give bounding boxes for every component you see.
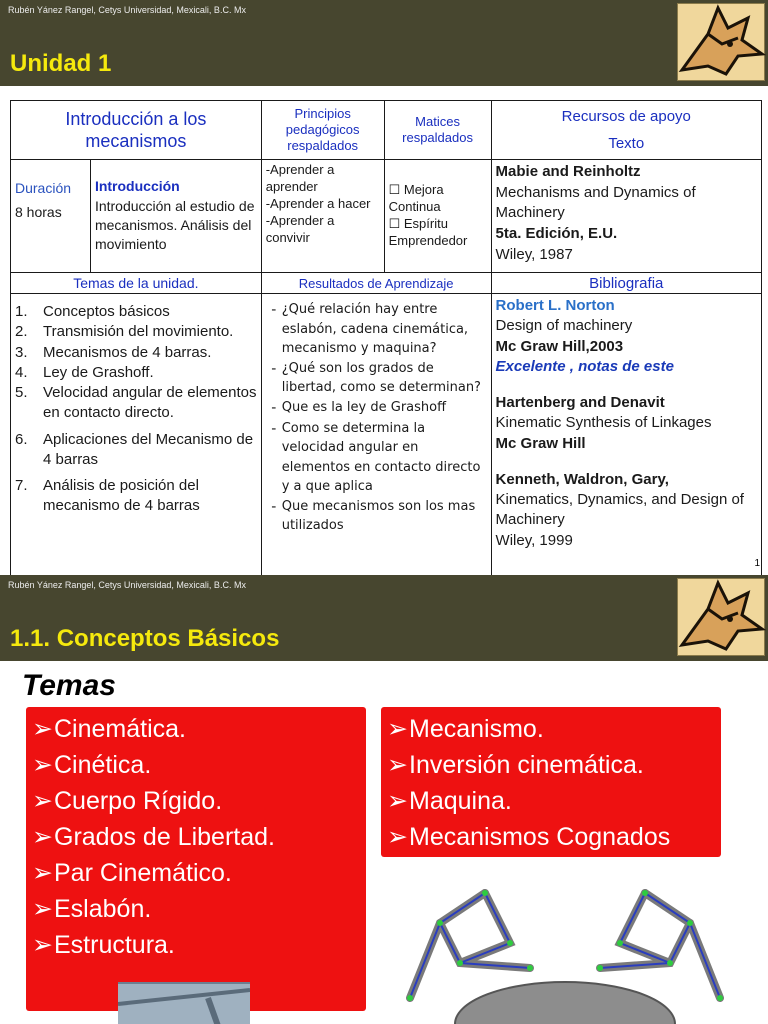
- matiz-item: ☐ Mejora Continua: [388, 182, 444, 214]
- topics-box-left: [26, 707, 366, 1011]
- temas-subheader: Temas de la unidad.: [11, 273, 262, 294]
- temas-list: [15, 302, 257, 517]
- fox-logo-icon: [677, 3, 765, 81]
- author-credit: Rubén Yánez Rangel, Cetys Universidad, Mexicali, B.C. Mx: [8, 5, 246, 15]
- topic-item: ➢Estructura.: [32, 931, 175, 959]
- list-item: - Como se determina la velocidad angular en elementos en contacto directo y a que aplica: [271, 420, 481, 494]
- bibliografia-subheader: Bibliografia: [491, 273, 761, 294]
- topic-item: ➢Maquina.: [387, 787, 512, 815]
- list-item: 5. Velocidad angular de elementos en contacto directo.: [15, 384, 257, 422]
- texto-publisher: Wiley, 1987: [495, 245, 573, 263]
- bib-1-publisher: Mc Graw Hill,2003: [495, 337, 624, 355]
- principio-item: -Aprender a aprender: [265, 162, 335, 194]
- topics-box-right: [381, 707, 721, 857]
- intro-header: Introducción a los mecanismos: [11, 101, 262, 160]
- bib-1-note: Excelente , notas de este: [495, 357, 674, 375]
- syllabus-table: [10, 100, 762, 577]
- topic-item: ➢Par Cinemático.: [32, 859, 232, 887]
- fox-logo-icon: [677, 578, 765, 656]
- topic-item: ➢Inversión cinemática.: [387, 751, 644, 779]
- texto-book: Mechanisms and Dynamics of Machinery: [495, 183, 696, 222]
- principio-item: -Aprender a hacer: [265, 195, 371, 211]
- topic-item: ➢Cinemática.: [32, 715, 186, 743]
- resultados-list: [266, 300, 487, 536]
- slide-2: [0, 661, 768, 1024]
- principio-item: -Aprender a convivir: [265, 212, 335, 245]
- walking-mechanism-image: [400, 883, 730, 1024]
- bib-1-author: Robert L. Norton: [495, 297, 615, 314]
- intro-body: Introducción al estudio de mecanismos. Análisis del movimiento: [94, 198, 255, 252]
- structure-image: [118, 982, 250, 1024]
- principios-header: Principios pedagógicos respaldados: [261, 101, 384, 160]
- list-item: 4. Ley de Grashoff.: [15, 363, 154, 381]
- intro-cell: [90, 160, 261, 273]
- topic-item: ➢Grados de Libertad.: [32, 823, 275, 851]
- temas-heading: Temas: [22, 669, 116, 702]
- list-item: - Que es la ley de Grashoff: [271, 399, 447, 416]
- author-credit: Rubén Yánez Rangel, Cetys Universidad, Mexicali, B.C. Mx: [8, 580, 246, 590]
- duration-value: 8 horas: [15, 204, 62, 220]
- topic-item: ➢Cinética.: [32, 751, 152, 779]
- list-item: - ¿Qué relación hay entre eslabón, cadena cinemática, mecanismo y maquina?: [271, 302, 469, 356]
- duration-cell: [11, 160, 91, 273]
- bibliografia-cell: [491, 294, 761, 577]
- matices-header: Matices respaldados: [384, 101, 491, 160]
- texto-cell: [491, 160, 761, 273]
- recursos-header: [491, 101, 761, 160]
- list-item: - Que mecanismos son los mas utilizados: [271, 498, 476, 533]
- list-item: 3. Mecanismos de 4 barras.: [15, 343, 212, 361]
- bib-1-title: Design of machinery: [495, 317, 633, 335]
- temas-cell: [11, 294, 262, 577]
- topic-item: ➢Mecanismo.: [387, 715, 544, 743]
- intro-heading: Introducción: [94, 178, 180, 194]
- bib-2-publisher: Mc Graw Hill: [495, 434, 586, 452]
- topic-item: ➢Cuerpo Rígido.: [32, 787, 223, 815]
- texto-edition: 5ta. Edición, E.U.: [495, 225, 618, 243]
- bib-3-publisher: Wiley, 1999: [495, 531, 573, 549]
- topic-item: ➢Eslabón.: [32, 895, 152, 923]
- unit-title: Unidad 1: [10, 50, 112, 77]
- resultados-cell: [261, 294, 491, 577]
- section-title: 1.1. Conceptos Básicos: [10, 625, 280, 652]
- list-item: 2. Transmisión del movimiento.: [15, 323, 234, 341]
- bib-3-author: Kenneth, Waldron, Gary,: [495, 470, 669, 488]
- recursos-line-2: Texto: [608, 135, 645, 152]
- slide-number: 1: [754, 558, 760, 569]
- list-item: 6. Aplicaciones del Mecanismo de 4 barras: [15, 430, 254, 468]
- principios-cell: [261, 160, 384, 273]
- list-item: 7. Análisis de posición del mecanismo de 4 barras: [15, 477, 200, 515]
- topic-item: ➢Mecanismos Cognados: [387, 823, 671, 851]
- bib-2-title: Kinematic Synthesis of Linkages: [495, 414, 712, 432]
- slide-2-header: [0, 575, 768, 661]
- list-item: 1. Conceptos básicos: [15, 303, 170, 320]
- bib-3-title: Kinematics, Dynamics, and Design of Machinery: [495, 491, 744, 529]
- bib-2-author: Hartenberg and Denavit: [495, 394, 665, 411]
- slide-1-header: [0, 0, 768, 86]
- resultados-subheader: Resultados de Aprendizaje: [261, 273, 491, 294]
- texto-authors: Mabie and Reinholtz: [495, 163, 641, 180]
- list-item: - ¿Qué son los grados de libertad, como se determinan?: [271, 360, 481, 395]
- matices-cell: [384, 160, 491, 273]
- recursos-line-1: Recursos de apoyo: [561, 108, 691, 125]
- matiz-item: ☐ Espíritu Emprendedor: [388, 215, 468, 248]
- duration-label: Duración: [15, 180, 72, 196]
